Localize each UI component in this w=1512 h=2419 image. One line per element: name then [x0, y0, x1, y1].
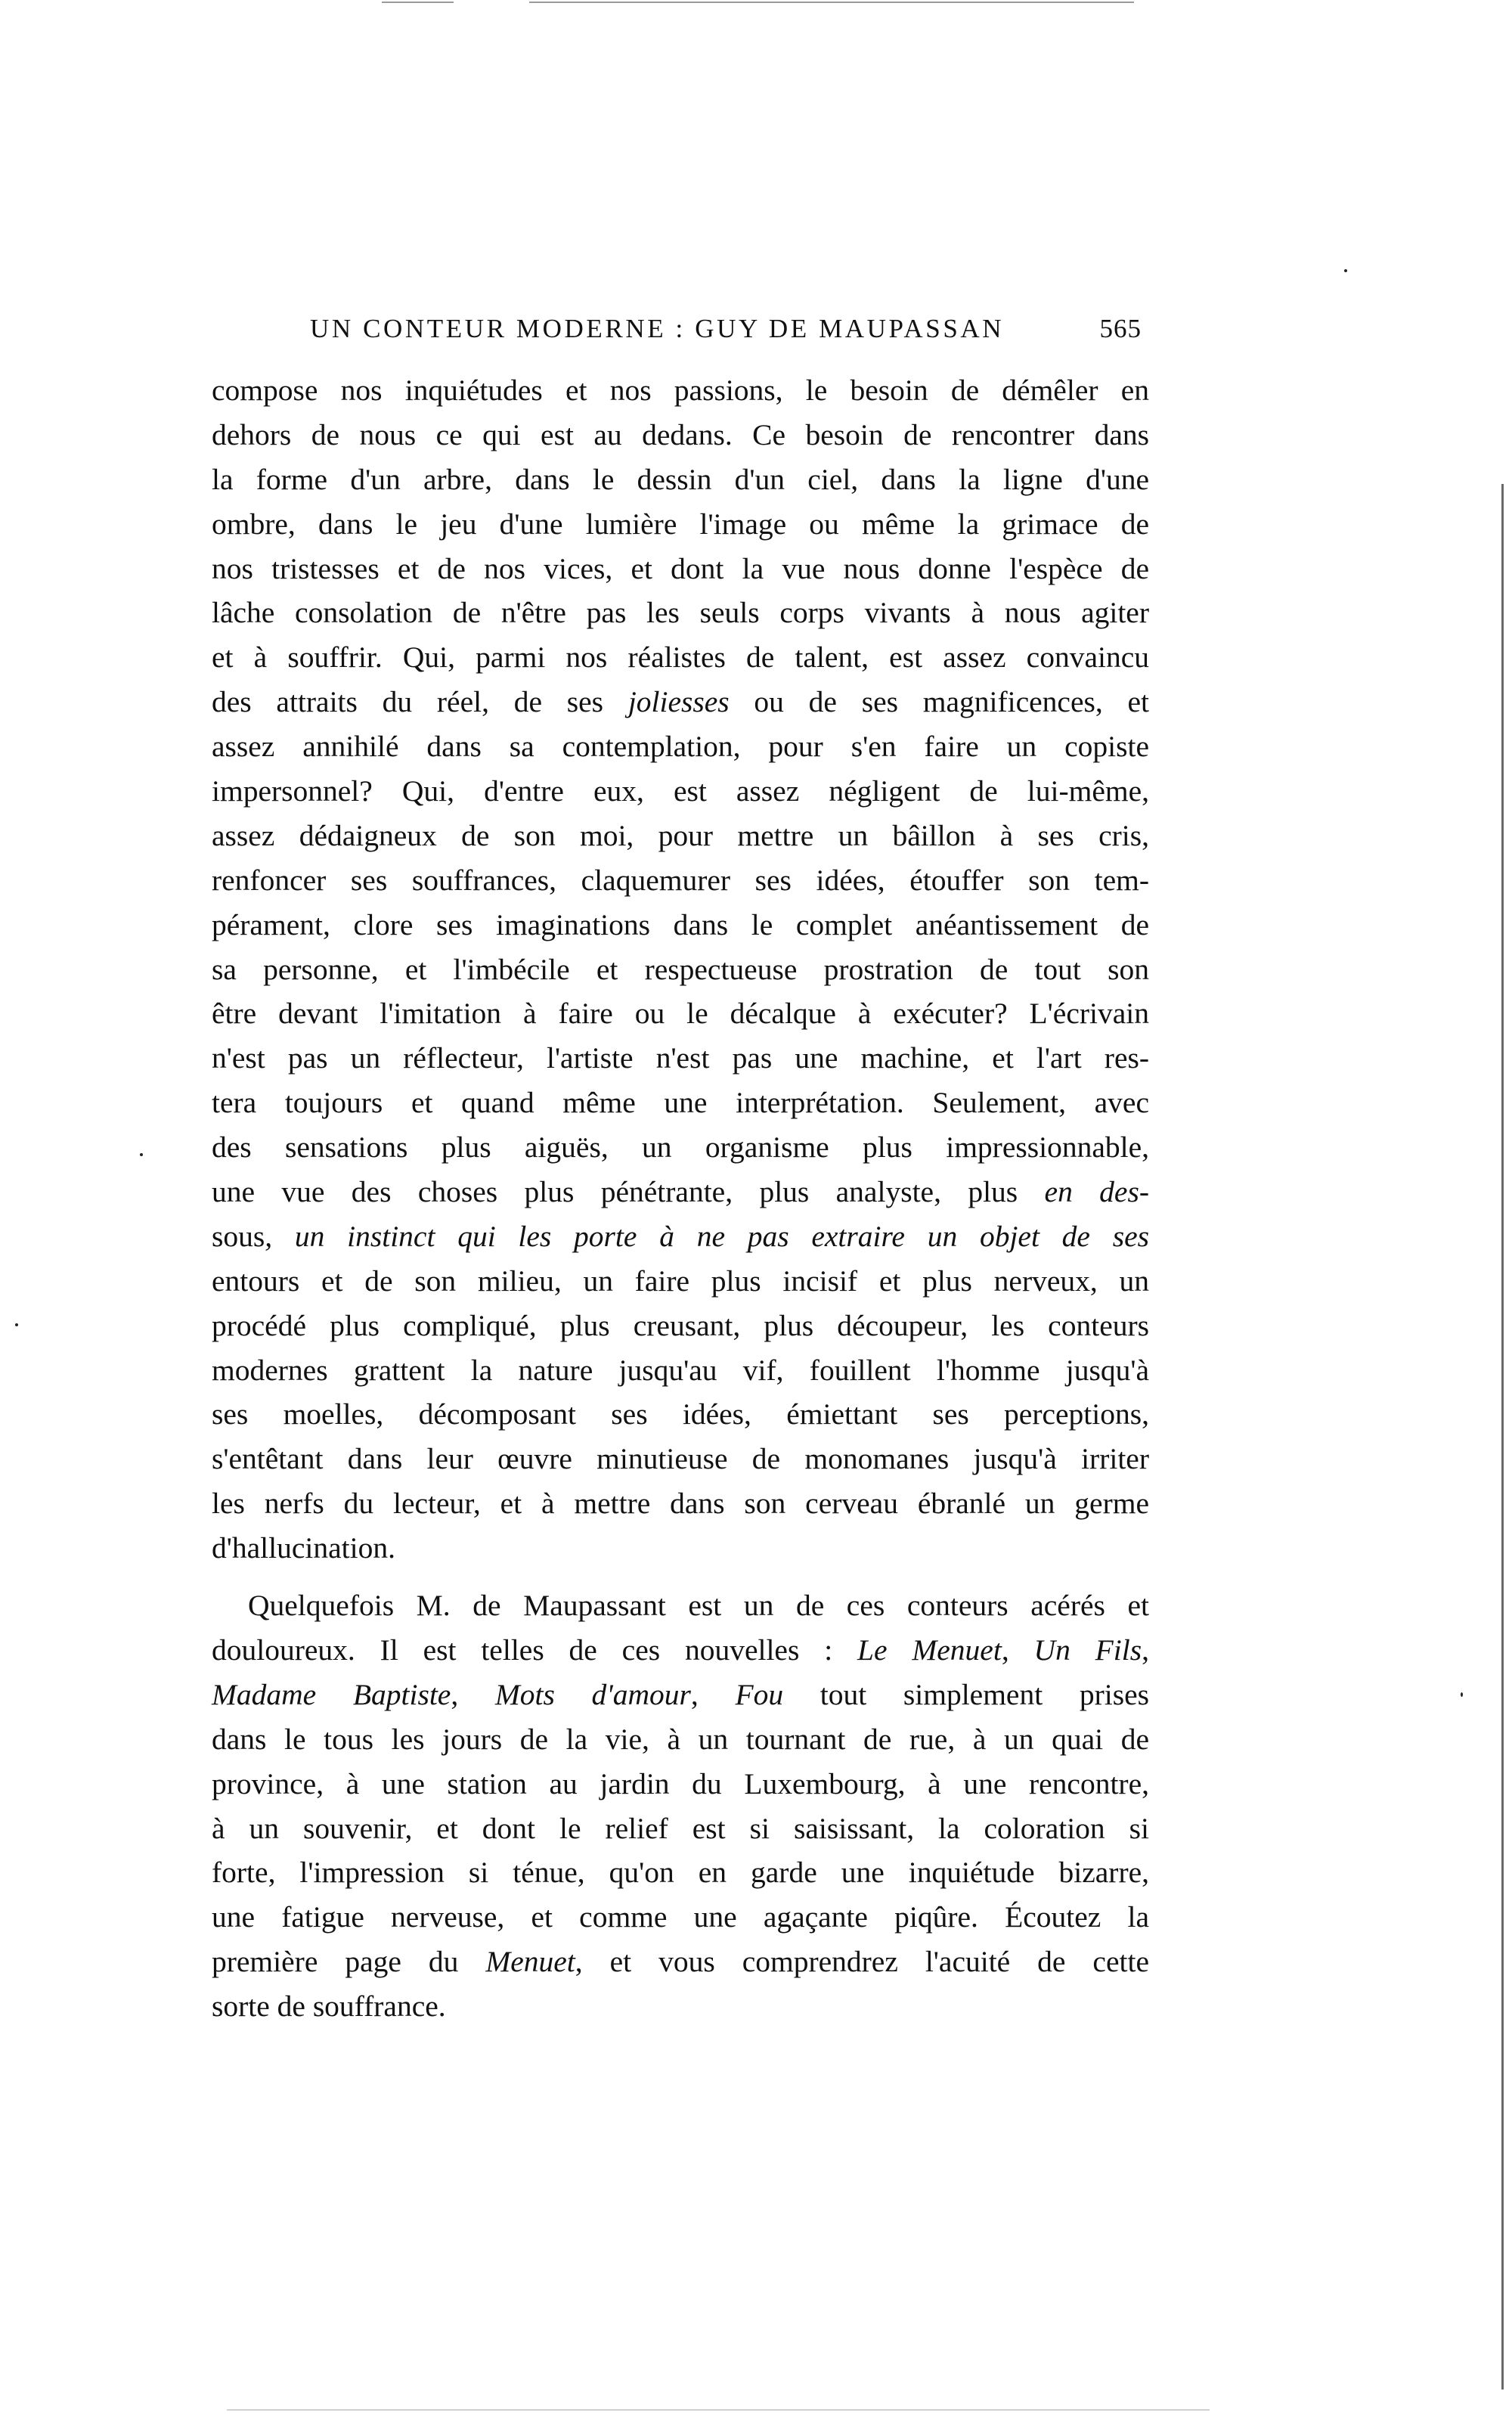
text-line [212, 814, 1149, 858]
text-line [212, 413, 1149, 457]
text-line [212, 680, 1149, 724]
text-line [212, 1940, 1149, 1984]
scan-artifact-speck [15, 1323, 18, 1326]
text-segment: Quelquefois M. de Maupassant est un de ces conteurs acérés et [248, 1589, 1149, 1623]
text-segment: impersonnel? Qui, d'entre eux, est assez négligent de lui-même, [212, 774, 1149, 808]
text-segment: province, à une station au jardin du Luxembourg, à une rencontre, [212, 1766, 1149, 1800]
text-segment: assez annihilé dans sa contemplation, pour s'en faire un copiste [212, 730, 1149, 764]
text-segment: ou de ses magnificences, et [729, 685, 1149, 719]
text-line [212, 1481, 1149, 1526]
text-line [212, 1526, 1149, 1571]
text-segment: n'est pas un réflecteur, l'artiste n'est pas une machine, et l'art res- [212, 1041, 1149, 1075]
scan-artifact-speck [1461, 1692, 1463, 1697]
text-segment: ombre, dans le jeu d'une lumière l'image ou même la grimace de [212, 507, 1149, 541]
text-segment: lâche consolation de n'être pas les seuls corps vivants à nous agiter [212, 596, 1149, 630]
paragraph-gap [212, 1571, 1149, 1583]
text-segment: la forme d'un arbre, dans le dessin d'un ciel, dans la ligne d'une [212, 462, 1149, 496]
text-segment: assez dédaigneux de son moi, pour mettre un bâillon à ses cris, [212, 818, 1149, 852]
text-line [212, 368, 1149, 413]
text-segment: compose nos inquiétudes et nos passions, le besoin de démêler en [212, 374, 1149, 407]
text-line [212, 547, 1149, 591]
text-segment: pérament, clore ses imaginations dans le complet anéantissement de [212, 907, 1149, 941]
text-line [212, 1717, 1149, 1762]
text-column [212, 368, 1149, 2029]
italic-text: Fou [735, 1677, 784, 1711]
italic-text: Mots d'amour [494, 1677, 691, 1711]
text-segment: sorte de souffrance. [212, 1989, 446, 2024]
text-line [212, 1259, 1149, 1304]
text-line [212, 947, 1149, 992]
text-segment: des attraits du réel, de ses [212, 685, 628, 719]
text-segment: sa personne, et l'imbécile et respectueuse prostration de tout son [212, 952, 1149, 986]
text-segment: modernes grattent la nature jusqu'au vif, fouillent l'homme jusqu'à [212, 1353, 1149, 1387]
text-line [212, 1304, 1149, 1348]
text-line [212, 1895, 1149, 1940]
text-segment: et à souffrir. Qui, parmi nos réalistes de talent, est assez convaincu [212, 640, 1149, 675]
italic-text: Un Fils [1033, 1633, 1142, 1667]
text-line [212, 1036, 1149, 1081]
text-segment: , [1142, 1633, 1149, 1667]
italic-text: Le Menuet [857, 1633, 1002, 1667]
text-line [212, 769, 1149, 814]
text-line [212, 1170, 1149, 1214]
text-segment: dehors de nous ce qui est au dedans. Ce besoin de rencontrer dans [212, 417, 1149, 451]
text-line [212, 1984, 1149, 2029]
text-segment: renfoncer ses souffrances, claquemurer ses idées, étouffer son tem- [212, 863, 1149, 897]
text-line [212, 724, 1149, 769]
text-line [212, 1628, 1149, 1673]
text-segment: à un souvenir, et dont le relief est si saisissant, la coloration si [212, 1811, 1149, 1845]
text-line [212, 1437, 1149, 1481]
text-segment: , et vous comprendrez l'acuité de cette [575, 1945, 1149, 1979]
text-segment: douloureux. Il est telles de ces nouvelles : [212, 1633, 858, 1667]
text-line [212, 1762, 1149, 1806]
text-segment: s'entêtant dans leur œuvre minutieuse de monomanes jusqu'à irriter [212, 1442, 1149, 1476]
text-line [212, 1214, 1149, 1259]
text-line [212, 591, 1149, 635]
scan-artifact-speck [140, 1153, 143, 1156]
scan-artifact-rule [529, 2, 1134, 3]
running-title: UN CONTEUR MODERNE : GUY DE MAUPASSAN [310, 314, 1005, 343]
text-segment: une vue des choses plus pénétrante, plus analyste, plus [212, 1175, 1045, 1209]
text-line [212, 1392, 1149, 1437]
scan-artifact-speck [1344, 269, 1347, 272]
scan-artifact-page-edge [1501, 484, 1504, 2390]
text-line [212, 1850, 1149, 1895]
text-segment: tout simplement prises [783, 1677, 1149, 1711]
text-line [212, 457, 1149, 502]
text-line [212, 1583, 1149, 1628]
text-line [212, 1806, 1149, 1851]
text-segment: tera toujours et quand même une interprétation. Seulement, avec [212, 1086, 1149, 1120]
text-segment: première page du [212, 1945, 486, 1979]
text-line [212, 502, 1149, 547]
text-segment: ses moelles, décomposant ses idées, émiettant ses perceptions, [212, 1397, 1149, 1431]
text-segment: des sensations plus aiguës, un organisme plus impressionnable, [212, 1130, 1149, 1165]
paragraph [212, 1583, 1149, 2029]
text-line [212, 858, 1149, 903]
text-segment: être devant l'imitation à faire ou le décalque à exécuter? L'écrivain [212, 997, 1149, 1031]
page-number: 565 [1099, 314, 1142, 343]
text-line [212, 903, 1149, 947]
italic-text: en des- [1044, 1175, 1149, 1209]
text-line [212, 991, 1149, 1036]
text-segment: procédé plus compliqué, plus creusant, plus découpeur, les conteurs [212, 1308, 1149, 1342]
italic-text: joliesses [627, 685, 730, 719]
text-line [212, 1081, 1149, 1125]
text-segment: d'hallucination. [212, 1531, 395, 1565]
text-line [212, 635, 1149, 680]
italic-text: , un instinct qui les porte à ne pas extraire un objet de ses [265, 1219, 1149, 1253]
italic-text: Madame Baptiste [212, 1677, 451, 1711]
text-segment: , [690, 1677, 736, 1711]
text-segment: dans le tous les jours de la vie, à un tournant de rue, à un quai de [212, 1722, 1149, 1756]
text-segment: nos tristesses et de nos vices, et dont la vue nous donne l'espèce de [212, 551, 1149, 585]
text-segment: , [451, 1677, 495, 1711]
running-head [310, 314, 1142, 352]
text-segment: les nerfs du lecteur, et à mettre dans son cerveau ébranlé un germe [212, 1487, 1149, 1521]
italic-text: Menuet [485, 1945, 575, 1979]
paragraph [212, 368, 1149, 1571]
text-segment: sous [212, 1219, 265, 1253]
text-line [212, 1348, 1149, 1393]
text-line [212, 1673, 1149, 1717]
scan-artifact-rule [382, 2, 454, 3]
text-segment: , [1001, 1633, 1034, 1667]
text-segment: entours et de son milieu, un faire plus incisif et plus nerveux, un [212, 1264, 1149, 1298]
text-line [212, 1125, 1149, 1170]
text-segment: une fatigue nerveuse, et comme une agaçante piqûre. Écoutez la [212, 1900, 1149, 1934]
scan-artifact-rule [227, 2409, 1210, 2411]
text-segment: forte, l'impression si ténue, qu'on en garde une inquiétude bizarre, [212, 1856, 1149, 1890]
